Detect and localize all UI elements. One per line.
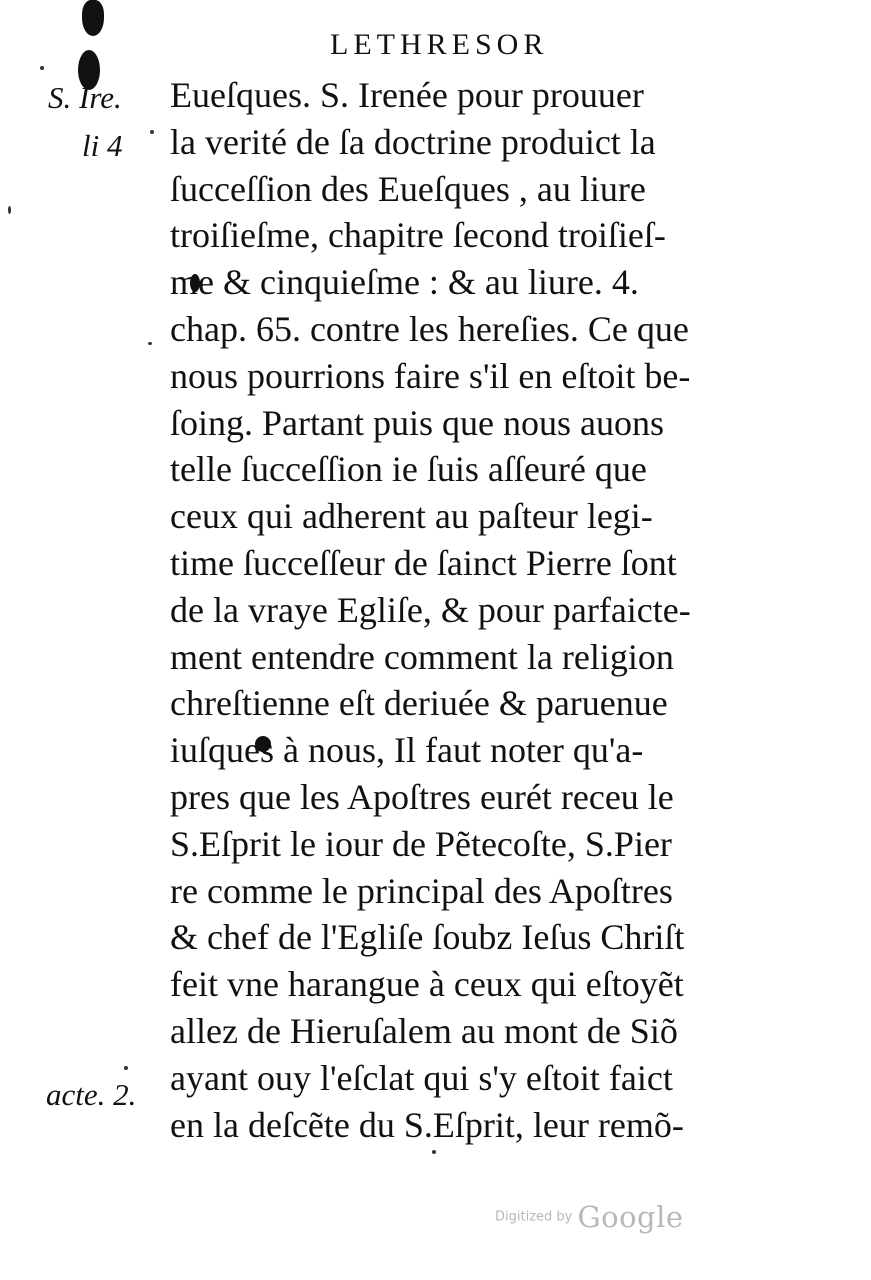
ink-speck: [432, 1150, 436, 1154]
text-line: de la vraye Egliſe, & pour parfaicte-: [170, 589, 691, 630]
text-line: ment entendre comment la religion: [170, 636, 674, 677]
margin-note-irenee: S. Ire.: [48, 80, 122, 115]
text-line: ſoing. Partant puis que nous auons: [170, 402, 664, 443]
watermark-prefix: Digitized by: [495, 1209, 573, 1225]
text-line: chap. 65. contre les hereſies. Ce que: [170, 308, 689, 349]
text-line: & chef de l'Egliſe ſoubz Ieſus Chriſt: [170, 917, 685, 958]
text-line: chreſtienne eſt deriuée & paruenue: [170, 683, 668, 724]
watermark-brand: Google: [577, 1200, 684, 1234]
text-line: feit vne harangue à ceux qui eſtoyẽt: [170, 964, 684, 1005]
text-line: re comme le principal des Apoſtres: [170, 870, 673, 911]
text-line: troiſieſme, chapitre ſecond troiſieſ-: [170, 215, 666, 256]
ink-speck: [150, 130, 154, 134]
text-line: en la deſcẽte du S.Eſprit, leur remõ-: [170, 1104, 684, 1145]
ink-speck: [148, 342, 152, 345]
body-text: [170, 72, 795, 1148]
text-line: iuſques à nous, Il faut noter qu'a-: [170, 730, 644, 771]
text-line: me & cinquieſme : & au liure. 4.: [170, 262, 639, 303]
ink-speck: [40, 66, 44, 70]
ink-speck: [8, 206, 11, 214]
text-line: la verité de ſa doctrine produict la: [170, 121, 656, 162]
text-line: pres que les Apoſtres eurét receu le: [170, 776, 674, 817]
text-line: time ſucceſſeur de ſainct Pierre ſont: [170, 542, 677, 583]
margin-note-acts: acte. 2.: [46, 1077, 137, 1112]
text-line: allez de Hieruſalem au mont de Siõ: [170, 1010, 678, 1051]
digitization-watermark: [495, 1200, 684, 1234]
ink-blot: [82, 0, 104, 36]
ink-speck: [124, 1066, 128, 1070]
text-line: ayant ouy l'eſclat qui s'y eſtoit faict: [170, 1057, 673, 1098]
text-line: telle ſucceſſion ie ſuis aſſeuré que: [170, 449, 647, 490]
running-head: LETHRESOR: [330, 28, 549, 61]
text-line: nous pourrions faire s'il en eſtoit be-: [170, 355, 691, 396]
margin-note-book: li 4: [82, 128, 123, 163]
text-line: ſucceſſion des Eueſques , au liure: [170, 168, 646, 209]
text-line: ceux qui adherent au paſteur legi-: [170, 496, 653, 537]
text-line: Eueſques. S. Irenée pour prouuer: [170, 75, 644, 115]
text-line: S.Eſprit le iour de Pẽtecoſte, S.Pier: [170, 823, 672, 864]
